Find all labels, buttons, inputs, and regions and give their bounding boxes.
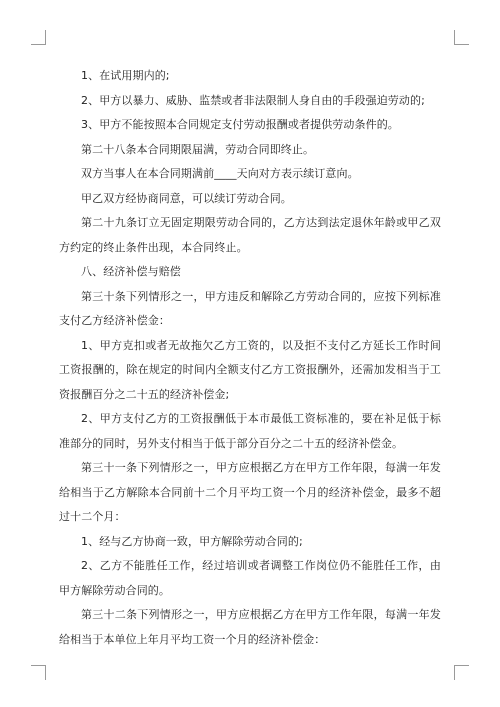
paragraph: 甲乙双方经协商同意，可以续订劳动合同。 <box>81 191 292 205</box>
paragraph: 1、甲方克扣或者无故拖欠乙方工资的，以及拒不支付乙方延长工作时间工资报酬的，除在规定的时间内全额支付乙方工资报酬外，还需加发相当于工资报酬百分之二十五的经济补偿金; <box>59 338 441 401</box>
paragraph: 2、甲方支付乙方的工资报酬低于本市最低工资标准的，要在补足低于标准部分的同时，另外支付相当于低于部分百分之二十五的经济补偿金。 <box>59 412 441 450</box>
paragraph: 第二十八条本合同期限届满，劳动合同即终止。 <box>81 142 315 156</box>
paragraph: 2、甲方以暴力、威胁、监禁或者非法限制人身自由的手段强迫劳动的; <box>81 93 425 107</box>
paragraph: 双方当事人在本合同期满前____天向对方表示续订意向。 <box>81 167 359 180</box>
paragraph: 1、在试用期内的; <box>81 69 170 82</box>
paragraph: 第三十二条下列情形之一，甲方应根据乙方在甲方工作年限，每满一年发给相当于本单位上年月平均工资一个月的经济补偿金： <box>59 608 441 646</box>
paragraph: 第三十条下列情形之一，甲方违反和解除乙方劳动合同的，应按下列标准支付乙方经济补偿金： <box>59 289 441 327</box>
crop-mark-bottom-right <box>454 665 469 680</box>
paragraph: 1、经与乙方协商一致，甲方解除劳动合同的; <box>81 534 303 548</box>
document-body <box>59 64 441 652</box>
section-heading: 八、经济补偿与赔偿 <box>81 265 181 278</box>
crop-mark-top-left <box>31 30 46 45</box>
paragraph: 3、甲方不能按照本合同规定支付劳动报酬或者提供劳动条件的。 <box>81 118 399 131</box>
crop-mark-top-right <box>454 30 469 45</box>
paragraph: 第二十九条订立无固定期限劳动合同的，乙方达到法定退休年龄或甲乙双方约定的终止条件出现，本合同终止。 <box>59 216 441 254</box>
paragraph: 2、乙方不能胜任工作，经过培训或者调整工作岗位仍不能胜任工作，由甲方解除劳动合同的。 <box>59 559 441 597</box>
paragraph: 第三十一条下列情形之一，甲方应根据乙方在甲方工作年限，每满一年发给相当于乙方解除本合同前十二个月平均工资一个月的经济补偿金，最多不超过十二个月： <box>59 461 441 523</box>
crop-mark-bottom-left <box>31 665 46 680</box>
